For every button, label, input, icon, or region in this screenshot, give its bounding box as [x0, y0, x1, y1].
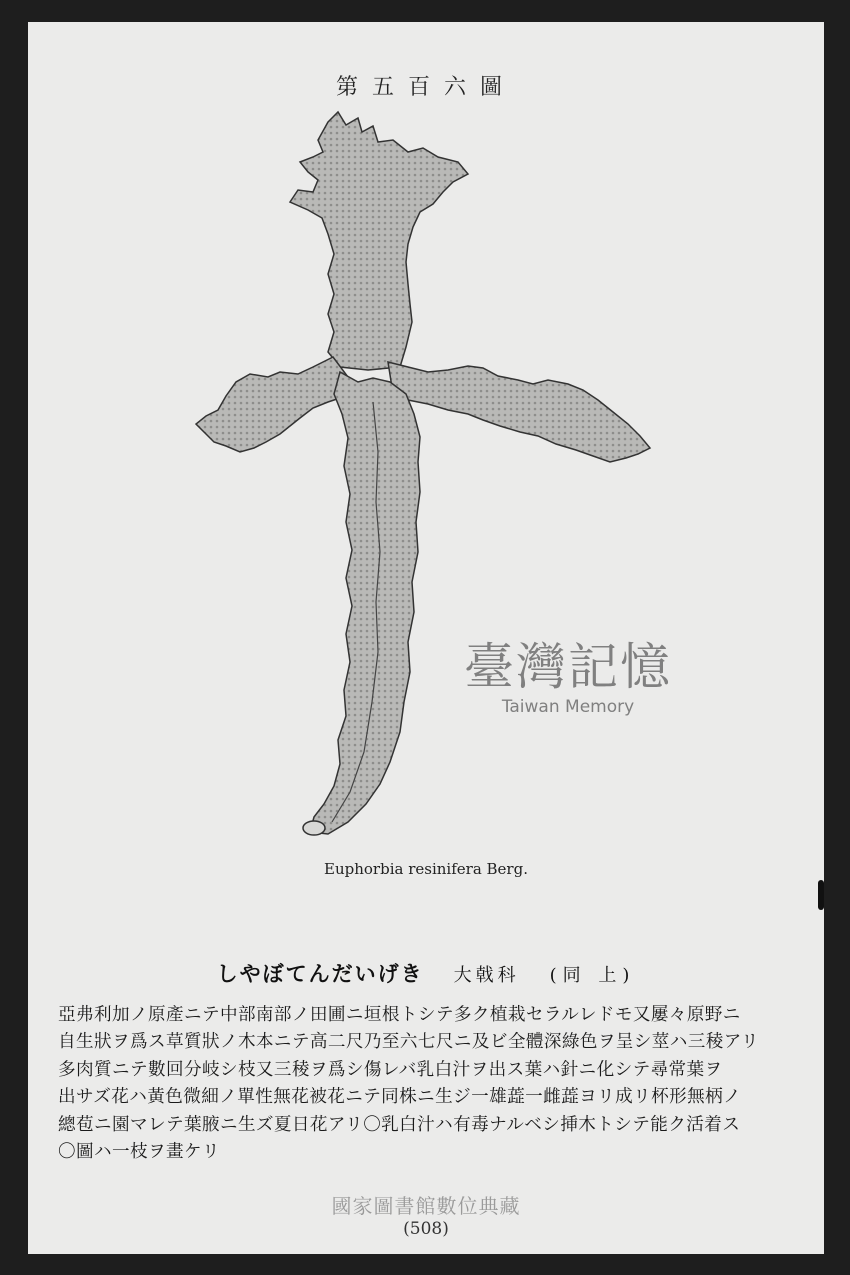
lower-stem	[310, 372, 420, 834]
description-line: 出サズ花ハ黃色微細ノ單性無花被花ニテ同株ニ生ジ一雄蕋一雌蕋ヨリ成リ杯形無柄ノ	[58, 1087, 742, 1108]
watermark-main-text: 臺灣記憶	[464, 638, 672, 696]
upper-stem	[290, 112, 468, 370]
library-collection-mark: 國家圖書館數位典藏	[331, 1194, 521, 1218]
taiwan-memory-watermark	[418, 637, 718, 717]
description-line: 總苞ニ園マレテ葉腋ニ生ズ夏日花アリ〇乳白汁ハ有毒ナルベシ挿木トシテ能ク活着ス	[58, 1114, 741, 1135]
same-as-above-note: (同 上)	[549, 965, 636, 986]
watermark-sub-text: Taiwan Memory	[501, 697, 635, 717]
description-text	[58, 1002, 800, 1166]
figure-title: 第五百六圖	[335, 75, 516, 100]
plant-japanese-name: しやぼてんだいげき	[216, 961, 424, 986]
book-page	[28, 22, 824, 1254]
page-number: (508)	[403, 1219, 449, 1239]
plant-heading	[28, 958, 824, 988]
page-edge-mark	[818, 880, 824, 910]
description-line: 自生狀ヲ爲ス草質狀ノ木本ニテ高二尺乃至六七尺ニ及ビ全體深綠色ヲ呈シ莖ハ三稜アリ	[58, 1032, 760, 1053]
right-arm	[388, 362, 650, 462]
left-arm	[196, 357, 348, 452]
description-line: 亞弗利加ノ原產ニテ中部南部ノ田圃ニ垣根トシテ多ク植栽セラルレドモ又屢々原野ニ	[58, 1005, 741, 1025]
description-line: 〇圖ハ一枝ヲ畫ケリ	[58, 1141, 220, 1162]
figure-caption: Euphorbia resinifera Berg.	[324, 860, 528, 878]
stem-cut-end	[303, 821, 325, 835]
description-line: 多肉質ニテ數回分岐シ枝又三稜ヲ爲シ傷レバ乳白汁ヲ出ス葉ハ針ニ化シテ尋常葉ヲ	[58, 1059, 723, 1080]
plant-family: 大戟科	[453, 965, 520, 986]
